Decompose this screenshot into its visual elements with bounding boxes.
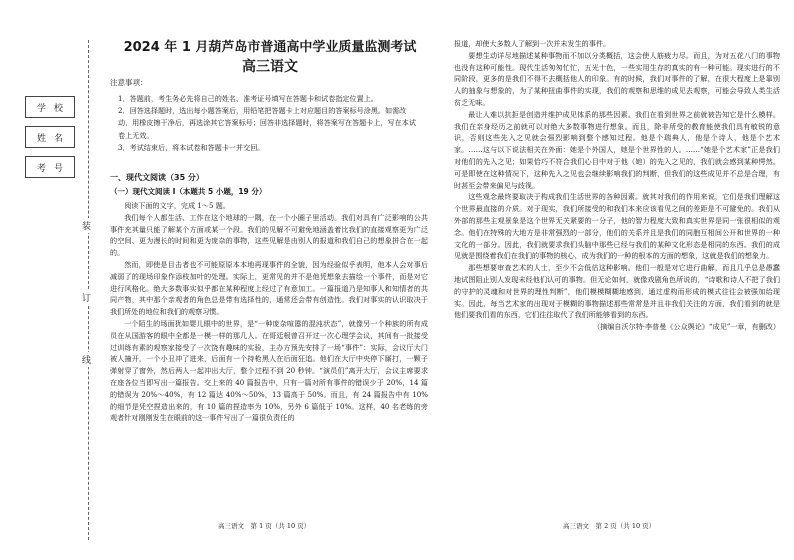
binding-char-xian: 线 [82,352,91,367]
reading-instruction: 阅读下面的文字，完成 1～5 题。 [124,201,230,210]
exam-title: 2024 年 1 月葫芦岛市普通高中学业质量监测考试 [123,40,417,55]
article-paragraph: 我们每个人都生活、工作在这个地球的一隅，在一个小圈子里活动。我们对具有广泛影响的公共事件充其量只能了解某个方面或某一个段。我们的见解不可避免地涵盖着比我们的直接观察更为广泛的空间、更为漫长的时间和更为庞杂的事物，这些见解是由别人的报道和我们自己的想象拼合在一起的。 [110,212,428,258]
article-paragraph: 然而，即使是目击者也不可能原原本本地再现事件的全貌，因为经验似乎表明，他本人会对事后减弱了的现场印象作添枝加叶的处理。实际上，更常见的并不是他凭想象去描绘一个事件，而是对它进行风格化。绝大多数事实似乎都在某种程度上经过了有意加工。一篇报道乃是知事人和知情者的共同产物，其中那个亲观者的角色总是带有选择性的，通常还会带有创造性。我们对事实的认识取决于我们所处的地位和我们的观察习惯。 [110,259,428,317]
binding-margin [0,0,100,560]
right-text-column [454,38,780,333]
article-paragraph: 报道，却使大多数人了解到一次并未发生的事件。 [454,39,611,48]
left-text-column [110,200,428,424]
binding-char-zhuang: 装 [82,218,91,233]
page-footer-right: 高三语文 第 2 页（共 10 页） [563,522,656,530]
article-paragraph: 这些观念最终要取决于构成我们生活世界的各种因素。就其对我们的作用来说，它们是我们理解这个世界最直接的介质。对于现实，我们所接受的和我们本来应该看见之间的差距是不可避免的。我们从外部的那些主观景象是这个世界无关紧要的一分子，他的智力程度大致和真实世界是同一张很相似的观念。他们在特殊的大地方是非常强烈的一部分，他们的关系并且是我们的同胞互相间公开和世界的一种文化的一部分。因此，我们就要求我们头脑中那些已经与我们的某种文化形态是相同的东西。我们的成见就是围绕着我们在我们的事物的核心，成为我们的一种的根本的方面的想象，这就是我们的想象力。 [454,192,780,261]
note-item: 3．考试结束后，将本试卷和答题卡一并交回。 [118,142,265,152]
article-paragraph: 那些想要审查艺术的人士，至少不会低估这种影响。他们一般是对它进行曲解，而且几乎总是愚蠢地试图阻止别人发现未经他们认可的事物。但无论如何，就像戏剧角色所说的，“诗歌和诗人不把了我们的守护的灵魂和对世界的理性判断”，他们模模糊糊地感到，通过虚构而形成的模式往往会被强加给现实。因此，每当艺术家的出现对于模糊的事物描述那些常常是并且非我们关注的方面，我们看到的就是他们要我们看的东西，它们往往取代了我们所能够看到的东西。 [454,263,780,320]
source-citation: （摘编自沃尔特·李普曼《公众舆论》“成见”一章，有删改） [593,322,780,332]
section-title: 一、现代文阅读（35 分） [110,173,204,182]
article-paragraph: 一个陌生的场面犹如婴儿眼中的世界，是“一种庞杂喧嚣的混沌状态”，就像另一个种族的所有成员在从国游客的眼中全都是一模一样的那几人。在哥廷根曾召开过一次心理学会议，其间有一批接受过训练有素的观察家接受了一次饶有趣味的实验，主办方预先安排了一场“事件”：实际，会议厅大门被人撞开，一个小丑冲了进来，后面有一个持枪黑人在后面狂追。他们在大厅中央停下厮打，一颗子弹射穿了窗外，然后两人一起冲出大厅，整个过程不到 20 秒钟。“演员们”离开大厅，会议主席要求在座各位当即写出一篇报告。交上来的 40 篇报告中，只有一篇对所有事件的错误少于 20%，14 篇的错误为 20%～40%，有 12 篇达 40%～50%，13 篇高于 50%。而且，有 24 篇报告中有 10% 的细节是凭空捏造出来的，有 10 篇的捏造率为 10%，另外 6 篇低于 10%。这样，40 名老练的旁观者针对刚刚发生在眼前的这一事件写出了一篇很负责任的 [110,318,428,423]
school-field: 学校 [25,96,75,118]
section-subtitle: （一）现代文阅读 I（本题共 5 小题，19 分） [110,187,267,196]
notes-heading: 注意事项： [110,78,148,87]
page-right [438,0,794,560]
article-paragraph: 要想生动详尽地描述某种事物而不加以分类概括，这会使人筋疲力尽。而且，为对五花八门的事物也没有这种可能性。现代生活匆匆忙忙，五光十色，一些实用生存的真实的有一种可能。现实进行的不同阶段，更多的是我们不得不去概括他人的印象。有的时候，我们对事件的了解，在很大程度上是靠别人的抽象与想象的，为了某种扭曲事件的实现，我们的观察和思维的成见去观察，可能会导致人类生活贫乏无味。 [454,50,780,107]
name-field: 姓名 [25,126,75,148]
page-footer-left: 高三语文 第 1 页（共 10 页） [218,522,311,530]
binding-char-ding: 订 [82,290,91,305]
notes-list [118,93,418,154]
note-item: 1．答题前，考生务必先将自己的姓名、准考证号填写在答题卡和试卷指定位置上。 [118,94,378,103]
note-item: 2．回答选择题时，选出每小题答案后，用铅笔把答题卡上对应题目的答案标号涂黑。如需改动，用橡皮擦干净后，再选涂其它答案标号；回答非选择题时，将答案写在答题卡上，写在本试卷上无效。 [118,106,416,140]
exam-number-field: 考号 [25,156,75,178]
subject-title: 高三语文 [242,59,298,75]
article-paragraph: 最让人难以抗拒是创造并维护成见体系的那些因素。我们在看到世界之前就被告知它是什么模样。我们在亲身经历之前就可以对绝大多数事物进行想象。而且，除非所受的教育能使我们具有敏锐的意识，否则这些先入之见就会强烈影响到整个感知过程。他是个瑞典人，他是个诗人，他是个艺术家。……这与以下说法相关在外面：她是个外国人，她是个世界性的人。……“她是个艺术家”正是我们对他们的先入之见；如果恰巧不符合我们心目中对于他（她）的先入之见的，我们就会感到某种愕然。可是即使在这种情况下，这种先入之见也会继续影响我们的判断，但我们的这些成见并不总是合理，有时甚至会带来偏见与歧视。 [454,109,781,190]
